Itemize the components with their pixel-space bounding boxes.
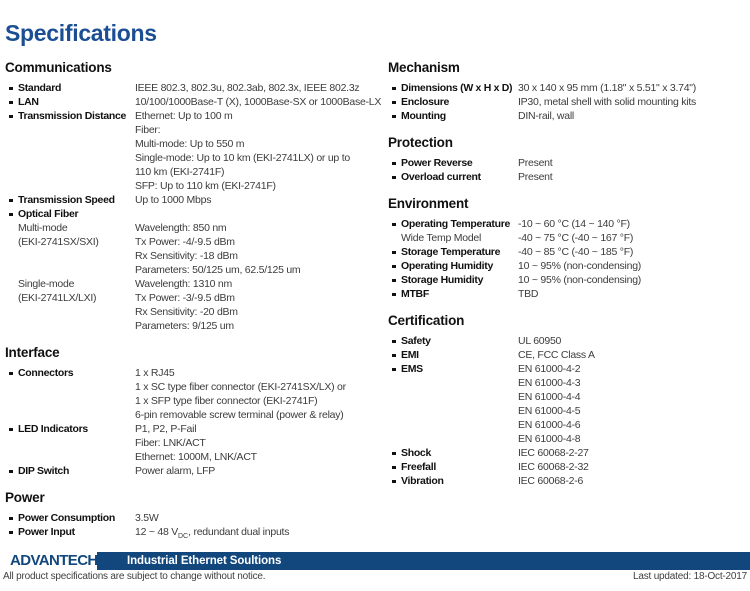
spec-row bbox=[388, 217, 746, 245]
spec-value-line: Single-mode: Up to 10 km (EKI-2741LX) or up to bbox=[135, 152, 350, 164]
spec-value-cell bbox=[518, 217, 746, 245]
spec-value-cell bbox=[518, 273, 746, 287]
spec-label: Overload current bbox=[401, 171, 481, 183]
spec-row bbox=[5, 422, 377, 464]
spec-value-cell bbox=[135, 511, 377, 525]
spec-value-line: Parameters: 50/125 um, 62.5/125 um bbox=[135, 264, 301, 276]
spec-value-cell bbox=[518, 245, 746, 259]
spec-row bbox=[5, 221, 377, 277]
spec-value-line: Wavelength: 1310 nm bbox=[135, 278, 233, 290]
spec-label-cell bbox=[5, 464, 135, 478]
spec-value-cell bbox=[135, 422, 377, 464]
spec-label-cell bbox=[5, 422, 135, 436]
spec-value-line: 110 km (EKI-2741F) bbox=[135, 166, 225, 178]
spec-value-line: IEC 60068-2-32 bbox=[518, 461, 589, 473]
spec-value-line: DIN-rail, wall bbox=[518, 110, 575, 122]
bullet-icon bbox=[392, 176, 396, 180]
section-protection bbox=[388, 134, 746, 184]
spec-value-line: 10/100/1000Base-T (X), 1000Base-SX or 1000Base-LX bbox=[135, 96, 382, 108]
bullet-icon bbox=[392, 101, 396, 105]
spec-label-cell bbox=[388, 362, 518, 376]
spec-label-cell bbox=[388, 81, 518, 95]
spec-label: EMI bbox=[401, 349, 419, 361]
spec-value-line: Multi-mode: Up to 550 m bbox=[135, 138, 245, 150]
bullet-icon bbox=[392, 480, 396, 484]
spec-value-line: UL 60950 bbox=[518, 335, 562, 347]
spec-label: DIP Switch bbox=[18, 465, 70, 477]
spec-row bbox=[388, 362, 746, 446]
spec-label-cell bbox=[5, 193, 135, 207]
spec-value-line: -40 ~ 75 °C (-40 ~ 167 °F) bbox=[518, 232, 634, 244]
spec-value-cell bbox=[518, 81, 746, 95]
spec-row bbox=[5, 464, 377, 478]
bullet-icon bbox=[392, 354, 396, 358]
spec-label-cell bbox=[388, 95, 518, 109]
spec-value-line: EN 61000-4-3 bbox=[518, 377, 581, 389]
spec-label-cell bbox=[5, 81, 135, 95]
spec-value-cell bbox=[135, 81, 377, 95]
spec-row bbox=[388, 446, 746, 460]
spec-label: Standard bbox=[18, 82, 62, 94]
spec-row bbox=[388, 245, 746, 259]
spec-value-line: EN 61000-4-2 bbox=[518, 363, 581, 375]
spec-value-line: IP30, metal shell with solid mounting kits bbox=[518, 96, 697, 108]
spec-value-cell bbox=[518, 460, 746, 474]
bullet-icon bbox=[9, 199, 13, 203]
spec-label-cell bbox=[388, 259, 518, 273]
bullet-icon bbox=[392, 87, 396, 91]
section-certification bbox=[388, 312, 746, 488]
spec-label: EMS bbox=[401, 363, 423, 375]
last-updated-text: Last updated: 18-Oct-2017 bbox=[633, 571, 747, 582]
spec-row bbox=[388, 95, 746, 109]
bullet-icon bbox=[392, 368, 396, 372]
left-column bbox=[5, 59, 382, 552]
spec-label: LED Indicators bbox=[18, 423, 88, 435]
spec-label: Shock bbox=[401, 447, 432, 459]
bullet-icon bbox=[392, 452, 396, 456]
spec-label-cell bbox=[388, 170, 518, 184]
bullet-icon bbox=[392, 340, 396, 344]
spec-row bbox=[388, 348, 746, 362]
spec-label-cell bbox=[5, 221, 135, 249]
section-heading-environment: Environment bbox=[388, 196, 469, 211]
bullet-icon bbox=[392, 115, 396, 119]
spec-value-cell bbox=[518, 362, 746, 446]
spec-value-line: IEC 60068-2-6 bbox=[518, 475, 584, 487]
section-mechanism bbox=[388, 59, 746, 123]
spec-value-cell bbox=[135, 95, 381, 109]
spec-sublabel: (EKI-2741SX/SXI) bbox=[18, 236, 99, 248]
spec-label-cell bbox=[388, 109, 518, 123]
bullet-icon bbox=[392, 265, 396, 269]
spec-label-cell bbox=[388, 273, 518, 287]
spec-label-cell bbox=[388, 287, 518, 301]
right-column bbox=[388, 59, 746, 499]
bullet-icon bbox=[9, 372, 13, 376]
bullet-icon bbox=[9, 428, 13, 432]
spec-label: Connectors bbox=[18, 367, 74, 379]
bullet-icon bbox=[392, 251, 396, 255]
spec-value-line: 10 ~ 95% (non-condensing) bbox=[518, 260, 642, 272]
spec-value-line: EN 61000-4-5 bbox=[518, 405, 581, 417]
bullet-icon bbox=[9, 101, 13, 105]
spec-value-line: Parameters: 9/125 um bbox=[135, 320, 234, 332]
value-text: , redundant dual inputs bbox=[188, 526, 290, 538]
spec-value-line: Fiber: bbox=[135, 124, 161, 136]
spec-value-line: SFP: Up to 110 km (EKI-2741F) bbox=[135, 180, 276, 192]
spec-value-line: 1 x SFP type fiber connector (EKI-2741F) bbox=[135, 395, 318, 407]
spec-value-cell bbox=[518, 95, 746, 109]
spec-label: Transmission Speed bbox=[18, 194, 115, 206]
spec-label: Vibration bbox=[401, 475, 444, 487]
spec-value-line: 1 x RJ45 bbox=[135, 367, 175, 379]
footer-banner-bar bbox=[97, 552, 750, 570]
spec-label-cell bbox=[5, 95, 135, 109]
banner-title: Industrial Ethernet Soultions bbox=[127, 555, 282, 567]
bullet-icon bbox=[9, 470, 13, 474]
spec-row bbox=[388, 273, 746, 287]
spec-label-cell bbox=[388, 446, 518, 460]
spec-sublabel: Multi-mode bbox=[18, 222, 68, 234]
spec-value-line: Ethernet: Up to 100 m bbox=[135, 110, 233, 122]
spec-value-cell bbox=[135, 109, 377, 193]
bullet-icon bbox=[9, 115, 13, 119]
spec-row bbox=[388, 156, 746, 170]
spec-value-line: 3.5W bbox=[135, 512, 159, 524]
spec-value-line: 1 x SC type fiber connector (EKI-2741SX/LX) or bbox=[135, 381, 346, 393]
spec-label-cell bbox=[5, 109, 135, 123]
footer-meta bbox=[3, 571, 747, 582]
spec-value-line: Rx Sensitivity: -18 dBm bbox=[135, 250, 238, 262]
section-environment bbox=[388, 195, 746, 301]
spec-label-cell bbox=[388, 474, 518, 488]
spec-label-cell bbox=[388, 156, 518, 170]
spec-value-line: P1, P2, P-Fail bbox=[135, 423, 197, 435]
spec-value-line: Present bbox=[518, 157, 553, 169]
spec-label-cell bbox=[388, 460, 518, 474]
spec-row bbox=[5, 81, 377, 95]
spec-value-line: IEEE 802.3, 802.3u, 802.3ab, 802.3x, IEEE 802.3z bbox=[135, 82, 360, 94]
spec-value-cell bbox=[518, 287, 746, 301]
bullet-icon bbox=[392, 162, 396, 166]
section-heading-mechanism: Mechanism bbox=[388, 60, 460, 75]
spec-row bbox=[388, 334, 746, 348]
spec-sublabel: (EKI-2741LX/LXI) bbox=[18, 292, 97, 304]
spec-value-line: EN 61000-4-4 bbox=[518, 391, 581, 403]
spec-value-line: CE, FCC Class A bbox=[518, 349, 595, 361]
spec-row bbox=[388, 474, 746, 488]
spec-value-cell bbox=[135, 366, 377, 422]
spec-label: Freefall bbox=[401, 461, 436, 473]
bullet-icon bbox=[9, 87, 13, 91]
spec-label: Safety bbox=[401, 335, 431, 347]
spec-value-line: Up to 1000 Mbps bbox=[135, 194, 212, 206]
spec-value-line: Rx Sensitivity: -20 dBm bbox=[135, 306, 238, 318]
spec-label: Power Reverse bbox=[401, 157, 473, 169]
spec-value-line: -10 ~ 60 °C (14 ~ 140 °F) bbox=[518, 218, 630, 230]
section-power bbox=[5, 489, 377, 541]
spec-label: Power Input bbox=[18, 526, 75, 538]
spec-value-line: Wavelength: 850 nm bbox=[135, 222, 227, 234]
spec-value-cell bbox=[135, 193, 377, 207]
spec-value-cell bbox=[135, 277, 377, 333]
spec-label-cell bbox=[388, 217, 518, 245]
bullet-icon bbox=[392, 293, 396, 297]
spec-value-cell bbox=[518, 334, 746, 348]
spec-value-line: 30 x 140 x 95 mm (1.18" x 5.51" x 3.74") bbox=[518, 82, 697, 94]
spec-value-line: 6-pin removable screw terminal (power & relay) bbox=[135, 409, 344, 421]
spec-value-line: Power alarm, LFP bbox=[135, 465, 216, 477]
spec-label-cell bbox=[5, 511, 135, 525]
spec-row bbox=[388, 81, 746, 95]
bullet-icon bbox=[392, 223, 396, 227]
value-subscript: DC bbox=[178, 532, 189, 540]
spec-sublabel: Single-mode bbox=[18, 278, 75, 290]
spec-value-line: TBD bbox=[518, 288, 539, 300]
spec-row bbox=[5, 277, 377, 333]
spec-value-line: Ethernet: 1000M, LNK/ACT bbox=[135, 451, 257, 463]
spec-value-line: EN 61000-4-8 bbox=[518, 433, 581, 445]
spec-label: MTBF bbox=[401, 288, 429, 300]
spec-value-cell bbox=[135, 525, 377, 541]
bullet-icon bbox=[392, 466, 396, 470]
spec-sublabel: Wide Temp Model bbox=[401, 232, 482, 244]
disclaimer-text: All product specifications are subject to change without notice. bbox=[3, 571, 266, 582]
section-heading-protection: Protection bbox=[388, 135, 453, 150]
advantech-logo: ADVANTECH bbox=[10, 552, 98, 569]
spec-row bbox=[388, 109, 746, 123]
spec-value-line: Present bbox=[518, 171, 553, 183]
spec-label: Transmission Distance bbox=[18, 110, 127, 122]
spec-label-cell bbox=[388, 245, 518, 259]
spec-value-cell bbox=[135, 464, 377, 478]
spec-label-cell bbox=[5, 207, 135, 221]
spec-row bbox=[5, 109, 377, 193]
spec-label-cell bbox=[388, 334, 518, 348]
spec-row bbox=[388, 287, 746, 301]
spec-value-cell bbox=[518, 156, 746, 170]
spec-row bbox=[388, 460, 746, 474]
bullet-icon bbox=[9, 517, 13, 521]
spec-value-cell bbox=[518, 446, 746, 460]
bullet-icon bbox=[392, 279, 396, 283]
spec-label: Optical Fiber bbox=[18, 208, 79, 220]
spec-row bbox=[388, 259, 746, 273]
spec-row bbox=[5, 193, 377, 207]
spec-label: Mounting bbox=[401, 110, 446, 122]
spec-value-cell bbox=[518, 109, 746, 123]
spec-value-cell bbox=[518, 474, 746, 488]
spec-value-line: EN 61000-4-6 bbox=[518, 419, 581, 431]
spec-label: Storage Temperature bbox=[401, 246, 501, 258]
spec-label-cell bbox=[388, 348, 518, 362]
spec-value-line: -40 ~ 85 °C (-40 ~ 185 °F) bbox=[518, 246, 634, 258]
spec-label: LAN bbox=[18, 96, 39, 108]
spec-label: Dimensions (W x H x D) bbox=[401, 82, 513, 94]
bullet-icon bbox=[9, 213, 13, 217]
spec-value-line: 10 ~ 95% (non-condensing) bbox=[518, 274, 642, 286]
spec-label-cell bbox=[5, 366, 135, 380]
spec-value-cell bbox=[518, 170, 746, 184]
section-communications bbox=[5, 59, 382, 333]
spec-value-cell bbox=[518, 259, 746, 273]
section-heading-communications: Communications bbox=[5, 60, 112, 75]
spec-row bbox=[5, 366, 377, 422]
section-heading-interface: Interface bbox=[5, 345, 60, 360]
spec-row bbox=[5, 95, 382, 109]
spec-label: Operating Humidity bbox=[401, 260, 494, 272]
spec-label: Storage Humidity bbox=[401, 274, 484, 286]
section-heading-certification: Certification bbox=[388, 313, 465, 328]
spec-value-cell bbox=[518, 348, 746, 362]
spec-value-line: IEC 60068-2-27 bbox=[518, 447, 589, 459]
spec-label-cell bbox=[5, 525, 135, 539]
spec-label: Operating Temperature bbox=[401, 218, 511, 230]
spec-row bbox=[5, 207, 377, 221]
spec-value-line bbox=[135, 525, 377, 541]
spec-label: Power Consumption bbox=[18, 512, 115, 524]
spec-row bbox=[5, 525, 377, 541]
bullet-icon bbox=[9, 531, 13, 535]
spec-label-cell bbox=[5, 277, 135, 305]
page-title: Specifications bbox=[5, 20, 157, 46]
value-text: 12 ~ 48 V bbox=[135, 526, 178, 538]
section-heading-power: Power bbox=[5, 490, 45, 505]
spec-value-line: Fiber: LNK/ACT bbox=[135, 437, 206, 449]
spec-row bbox=[5, 511, 377, 525]
spec-value-line: Tx Power: -4/-9.5 dBm bbox=[135, 236, 235, 248]
spec-value-line: Tx Power: -3/-9.5 dBm bbox=[135, 292, 235, 304]
spec-row bbox=[388, 170, 746, 184]
spec-label: Enclosure bbox=[401, 96, 450, 108]
section-interface bbox=[5, 344, 377, 478]
spec-value-cell bbox=[135, 221, 377, 277]
